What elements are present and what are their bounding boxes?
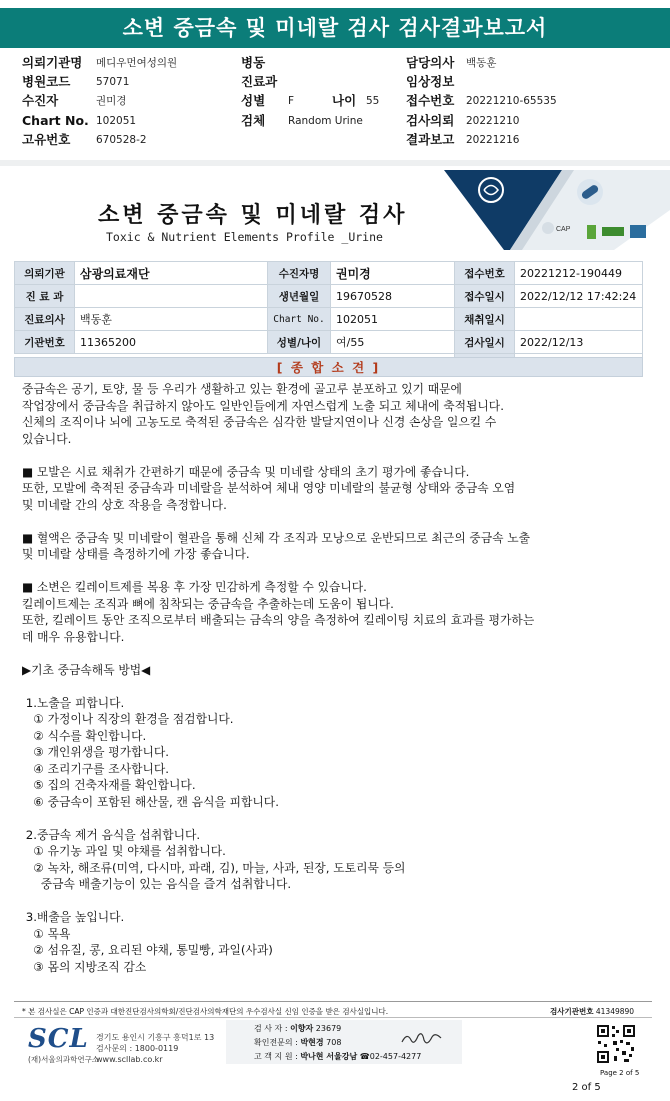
opinion-line: 있습니다. <box>22 431 72 446</box>
footer-divider <box>14 1001 652 1002</box>
value-doctor: 백동훈 <box>466 57 497 69</box>
label-recv-no: 접수번호 <box>406 93 455 108</box>
cert-logo-2 <box>602 227 624 236</box>
lab-address: 경기도 용인시 기흥구 흥덕1로 13 <box>96 1033 215 1042</box>
opinion-line: 2.중금속 제거 음식을 섭취합니다. <box>22 827 201 842</box>
opinion-line: ■ 소변은 킬레이트제를 복용 후 가장 민감하게 측정할 수 있습니다. <box>22 580 367 594</box>
lab-website: www.scllab.co.kr <box>96 1055 163 1064</box>
value-department <box>75 285 268 308</box>
cert-logo-3 <box>630 225 646 238</box>
opinion-body <box>22 381 642 975</box>
value-test-date: 2022/12/13 <box>515 331 643 354</box>
label-result-date: 결과보고 <box>406 132 455 147</box>
label-clinical: 임상정보 <box>406 74 455 89</box>
confirm-label: 확인전문의 : <box>254 1038 298 1047</box>
label-patient-name: 수진자명 <box>268 262 331 285</box>
opinion-line: ① 목욕 <box>22 926 71 941</box>
confirm-name: 박현경 <box>300 1038 324 1047</box>
value-sex-age: 여/55 <box>331 331 455 354</box>
opinion-line: 데 매우 유용합니다. <box>22 629 125 644</box>
label-specimen: 검체 <box>241 113 266 128</box>
label-req-org: 의뢰기관 <box>15 262 75 285</box>
examiner-name: 이향자 <box>290 1024 314 1033</box>
label-collection: 채취일시 <box>455 308 515 331</box>
examiner-label: 검 사 자 : <box>254 1024 288 1033</box>
cap-logo-icon <box>542 222 554 234</box>
footer-cert-note: * 본 검사실은 CAP 인증과 대한진단검사의학회/진단검사의학재단의 우수검사실 신임 인증을 받은 검사실입니다. <box>22 1007 389 1016</box>
opinion-line: 3.배출을 높입니다. <box>22 910 125 924</box>
opinion-line: 및 미네랄 간의 상호 작용을 측정합니다. <box>22 497 227 512</box>
org-number-value: 41349890 <box>595 1007 635 1016</box>
blank-line <box>22 810 642 827</box>
label-chart-no: Chart No. <box>268 308 331 331</box>
value-physician: 백동훈 <box>75 308 268 331</box>
scl-logo-text: SCL <box>28 1024 89 1054</box>
opinion-line: 및 미네랄 상태를 측정하기에 가장 좋습니다. <box>22 547 250 561</box>
blank-line <box>22 563 642 580</box>
page-separator <box>0 160 670 166</box>
org-number-label: 검사기관번호 <box>550 1007 594 1016</box>
value-hosp-code: 57071 <box>96 76 130 88</box>
label-ward: 병동 <box>241 55 266 70</box>
value-sex: F <box>288 95 295 107</box>
blank-line <box>22 513 642 530</box>
value-recv-no: 20221210-65535 <box>466 95 557 107</box>
opinion-line: ■ 혈액은 중금속 및 미네랄이 혈관을 통해 신체 각 조직과 모낭으로 운반되므로 최근의 중금속 노출 <box>22 530 531 545</box>
value-req-org: 삼광의료재단 <box>75 262 268 285</box>
report-banner: 소변 중금속 및 미네랄 검사 검사결과보고서 <box>0 8 670 48</box>
label-org: 의뢰기관명 <box>22 55 83 70</box>
support-phone: ☎02-457-4277 <box>359 1052 422 1061</box>
value-unique-no: 670528-2 <box>96 134 147 146</box>
footer-divider-2 <box>14 1017 652 1018</box>
value-specimen: Random Urine <box>288 115 363 127</box>
support-name: 박나현 서울강남 <box>300 1052 358 1061</box>
blank-line <box>22 447 642 464</box>
value-req-date: 20221210 <box>466 115 520 127</box>
label-birthdate: 생년월일 <box>268 285 331 308</box>
header-graphic <box>444 170 670 250</box>
opinion-line: ▶기초 중금속해독 방법◀ <box>22 662 151 677</box>
confirm-no: 708 <box>326 1038 342 1047</box>
lab-contact <box>96 1032 214 1065</box>
opinion-line: 또한, 모발에 축적된 중금속과 미네랄을 분석하여 체내 영양 미네랄의 불균형 상태와 중금속 오염 <box>22 481 516 495</box>
label-doctor: 담당의사 <box>406 55 455 70</box>
opinion-line: ② 녹차, 해조류(미역, 다시마, 파래, 김), 마늘, 사과, 된장, 도토리묵 등의 <box>22 860 406 875</box>
label-physician: 진료의사 <box>15 308 75 331</box>
value-chart-no: 102051 <box>331 308 455 331</box>
lab-phone: 검사문의 : 1800-0119 <box>96 1044 179 1053</box>
opinion-line: ③ 개인위생을 평가합니다. <box>22 745 170 759</box>
opinion-line: 신체의 조직이나 뇌에 고농도로 축적된 중금속은 심각한 발달지연이나 신경 손상을 일으킬 수 <box>22 415 497 429</box>
value-age: 55 <box>366 95 380 107</box>
opinion-line: 중금속은 공기, 토양, 물 등 우리가 생활하고 있는 환경에 골고루 분포하고 있기 때문에 <box>22 382 462 396</box>
support-label: 고 객 지 원 : <box>254 1052 298 1061</box>
page-label-small: Page 2 of 5 <box>600 1069 640 1077</box>
opinion-header: [ 종 합 소 견 ] <box>14 357 643 377</box>
opinion-line: ① 유기농 과일 및 야채를 섭취합니다. <box>22 844 226 858</box>
opinion-line: 킬레이트제는 조직과 뼈에 침착되는 중금속을 추출하는데 도움이 됩니다. <box>22 596 394 611</box>
report-subtitle: Toxic & Nutrient Elements Profile _Urine <box>106 230 383 244</box>
value-birthdate: 19670528 <box>331 285 455 308</box>
label-age: 나이 <box>332 93 357 108</box>
page-number: 2 of 5 <box>572 1082 601 1093</box>
value-collection <box>515 308 643 331</box>
label-unique-no: 고유번호 <box>22 132 71 147</box>
scl-logo <box>28 1024 99 1065</box>
opinion-line: 또한, 킬레이트 동안 조직으로부터 배출되는 금속의 양을 측정하여 킬레이팅 치료의 효과를 평가하는 <box>22 613 535 627</box>
value-patient-name: 권미경 <box>331 262 455 285</box>
label-req-date: 검사의뢰 <box>406 113 455 128</box>
value-receipt-date: 2022/12/12 17:42:24 <box>515 285 643 308</box>
opinion-line: ⑥ 중금속이 포함된 해산물, 캔 음식을 피합니다. <box>22 794 279 809</box>
label-department: 진 료 과 <box>15 285 75 308</box>
label-dept: 진료과 <box>241 74 278 89</box>
opinion-line: ② 섬유질, 콩, 요리된 야채, 통밀빵, 과일(사과) <box>22 943 273 957</box>
label-sex-age: 성별/나이 <box>268 331 331 354</box>
value-patient: 권미경 <box>96 95 127 107</box>
scl-org-name: (재)서울의과학연구소 <box>28 1055 100 1064</box>
signature-mark <box>400 1030 444 1048</box>
blank-line <box>22 645 642 662</box>
value-chart: 102051 <box>96 115 137 127</box>
label-sex: 성별 <box>241 93 266 108</box>
label-test-date: 검사일시 <box>455 331 515 354</box>
value-receipt-no: 20221212-190449 <box>515 262 643 285</box>
opinion-line: 1.노출을 피합니다. <box>22 695 125 710</box>
value-result-date: 20221216 <box>466 134 520 146</box>
label-receipt-date: 접수일시 <box>455 285 515 308</box>
label-receipt-no: 접수번호 <box>455 262 515 285</box>
label-chart: Chart No. <box>22 113 89 128</box>
value-org: 메디우먼여성의원 <box>96 57 178 69</box>
cap-logo-text: CAP <box>556 226 571 233</box>
report-title: 소변 중금속 및 미네랄 검사 <box>98 203 408 228</box>
examiner-no: 23679 <box>315 1024 342 1033</box>
org-number <box>550 1006 634 1017</box>
opinion-line: ③ 몸의 지방조직 감소 <box>22 959 147 974</box>
opinion-line: ⑤ 집의 건축자재를 확인합니다. <box>22 778 196 792</box>
staff-list <box>254 1022 421 1064</box>
opinion-line: ② 식수를 확인합니다. <box>22 728 147 743</box>
value-inst-no: 11365200 <box>75 331 268 354</box>
opinion-line: 중금속 배출기능이 있는 음식을 즐겨 섭취합니다. <box>22 877 292 891</box>
label-patient: 수진자 <box>22 93 59 108</box>
cert-logo-green <box>587 225 596 239</box>
blank-line <box>22 678 642 695</box>
opinion-line: ■ 모발은 시료 채취가 간편하기 때문에 중금속 및 미네랄 상태의 초기 평가에 좋습니다. <box>22 464 470 479</box>
opinion-line: ④ 조리기구를 조사합니다. <box>22 761 170 776</box>
label-inst-no: 기관번호 <box>15 331 75 354</box>
label-hosp-code: 병원코드 <box>22 74 71 89</box>
qr-code-icon <box>596 1024 636 1064</box>
blank-line <box>22 893 642 910</box>
opinion-line: 작업장에서 중금속을 취급하지 않아도 일반인들에게 자연스럽게 노출 되고 체내에 축적됩니다. <box>22 398 504 413</box>
opinion-line: ① 가정이나 직장의 환경을 점검합니다. <box>22 712 234 726</box>
